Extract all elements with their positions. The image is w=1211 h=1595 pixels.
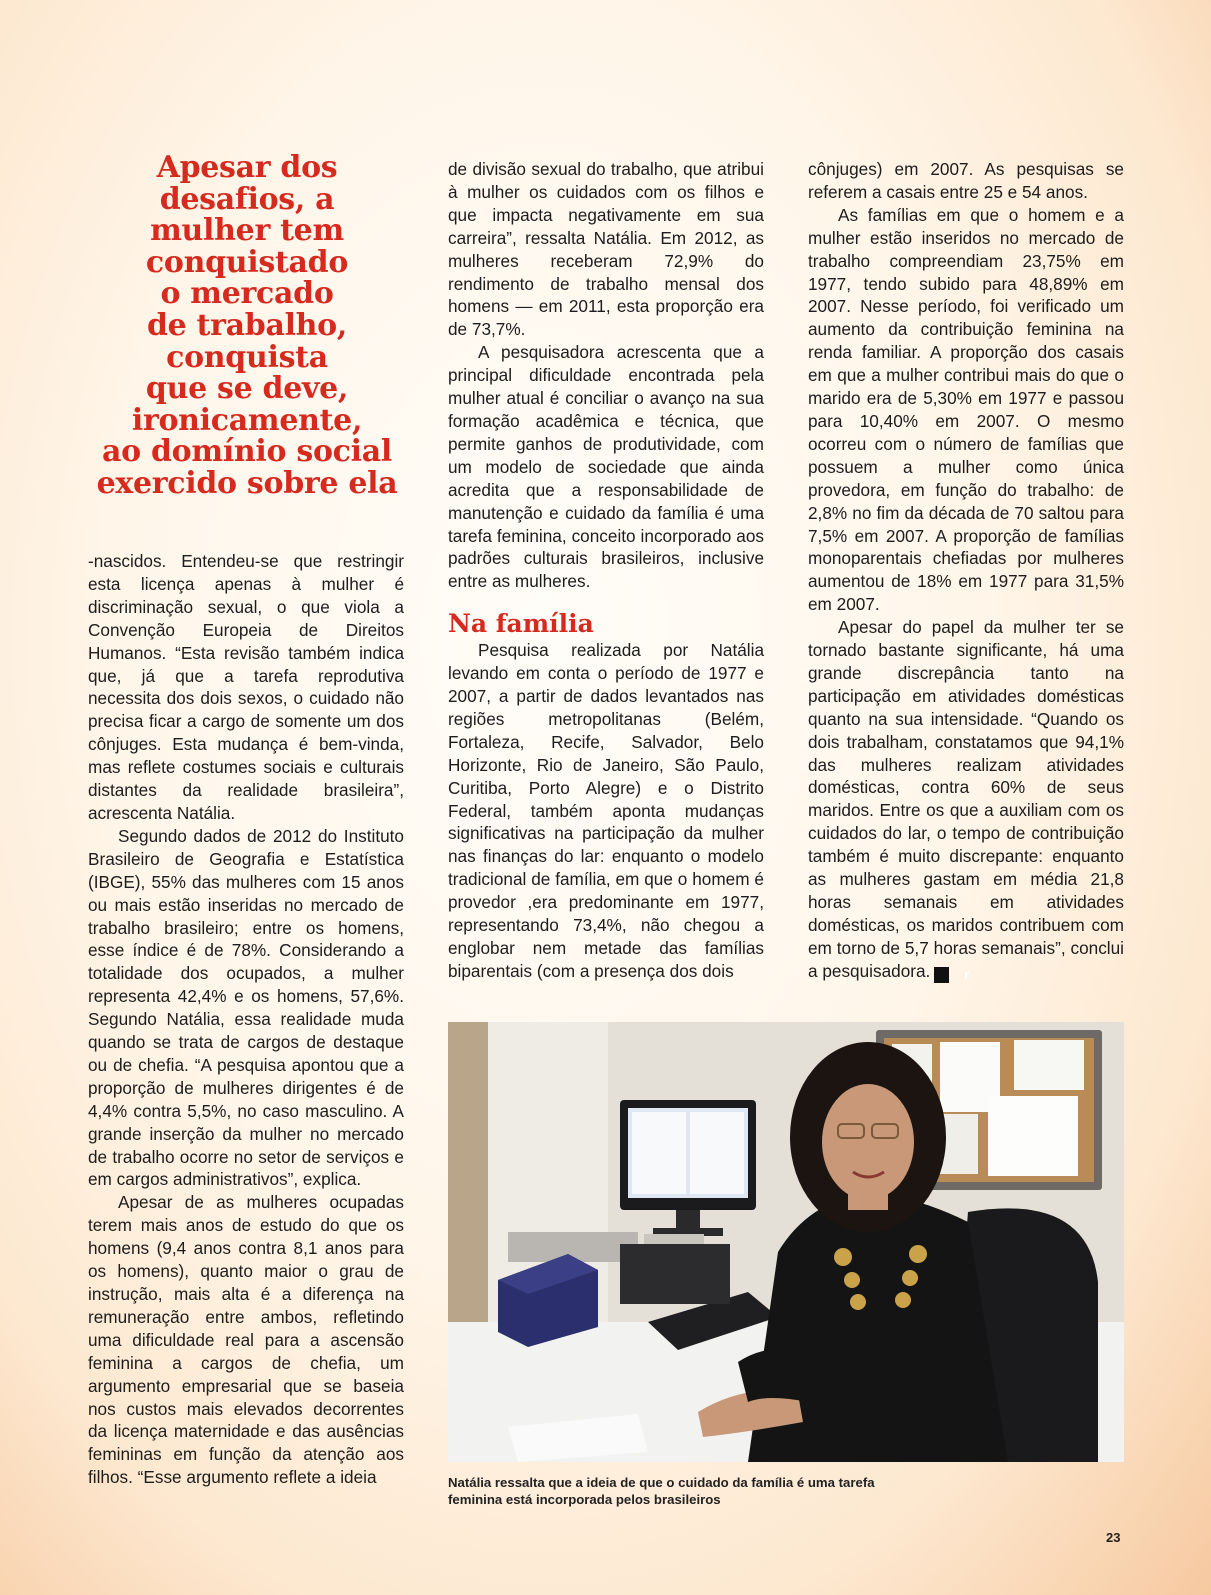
paragraph: -nascidos. Entendeu-se que restringir esta licença apenas à mulher é discriminação sexual, o que viola a Convenção Europeia de Direitos Humanos. “Esta revisão também indica que, já que a tarefa reprodutiva necessita dos dois sexos, o cuidado não precisa ficar a cargo de somente um dos cônjuges. Esta mudança é bem-vinda, mas reflete costumes sociais e culturais distantes da realidade brasileira”, acrescenta Natália. [88,551,404,823]
photo-illustration [448,1022,1124,1462]
paragraph: Pesquisa realizada por Natália levando em conta o período de 1977 e 2007, a partir de dados levantados nas regiões metropolitanas (Belém, Fortaleza, Recife, Salvador, Belo Horizonte, Rio de Janeiro, São Paulo, Curitiba, Porto Alegre) e o Distrito Federal, também aponta mudanças significativas na participação da mulher nas finanças do lar: enquanto o modelo tradicional de família, em que o homem é provedor ,era predominante em 1977, representando 73,4%, não chegou a englobar nem metade das famílias biparentais (com a presença dos dois [448,640,764,981]
paragraph: Apesar de as mulheres ocupadas terem mais anos de estudo do que os homens (9,4 anos contra 8,1 anos para os homens), quanto maior o grau de instrução, mais alta é a diferença na remuneração entre ambos, refletindo uma dificuldade real para a ascensão feminina a cargos de chefia, um argumento empresarial que se baseia nos custos mais elevados decorrentes da licença maternidade e das ausências femininas em função da atenção aos filhos. “Esse argumento reflete a ideia [88,1192,404,1488]
pull-quote [82,152,412,500]
pull-quote-line: ironicamente, [131,402,363,438]
paragraph: Segundo dados de 2012 do Instituto Brasileiro de Geografia e Estatística (IBGE), 55% das mulheres com 15 anos ou mais estão inseridas no mercado de trabalho brasileiro; entre os homens, esse índice é de 78%. Considerando a totalidade dos ocupados, a mulher representa 42,4% e os homens, 57,6%. Segundo Natália, essa realidade muda quando se trata de cargos de destaque ou de chefia. “A pesquisa apontou que a proporção de mulheres dirigentes é de 4,4% contra 5,5%, no caso masculino. A grande inserção da mulher no mercado de trabalho ocorre no setor de serviços e em cargos administrativos”, explica. [88,825,404,1190]
photo [448,1022,1124,1462]
pull-quote-line: de trabalho, [146,307,348,343]
pull-quote-line: que se deve, [145,371,349,407]
paragraph: de divisão sexual do trabalho, que atribui à mulher os cuidados com os filhos e que impacta negativamente em sua carreira”, ressalta Natália. Em 2012, as mulheres receberam 72,9% do rendimento de trabalho mensal dos homens — em 2011, esta proporção era de 73,7%. [448,159,764,340]
end-mark-icon: r [934,967,949,983]
pull-quote-line: mulher tem [150,213,344,249]
text-column-1 [88,550,404,1489]
pull-quote-line: conquista [166,339,328,375]
paragraph: cônjuges) em 2007. As pesquisas se referem a casais entre 25 e 54 anos. [808,159,1124,202]
pull-quote-line: conquistado [145,244,349,280]
paragraph: As famílias em que o homem e a mulher estão inseridos no mercado de trabalho compreendiam 23,75% em 1977, tendo subido para 48,89% em 2007. Nesse período, foi verificado um aumento da contribuição feminina na renda familiar. A proporção dos casais em que a mulher contribui mais do que o marido era de 5,30% em 1977 e passou para 10,40% em 2007. O mesmo ocorreu com o número de famílias que possuem a mulher como única provedora, em função do trabalho: de 2,8% no fim da década de 70 saltou para 7,5% em 2007. A proporção de famílias monoparentais chefiadas por mulheres aumentou de 18% em 1977 para 31,5% em 2007. [808,204,1124,615]
pull-quote-line: exercido sobre ela [96,465,398,501]
pull-quote-line: desafios, a [159,181,335,217]
paragraph: A pesquisadora acrescenta que a principal dificuldade encontrada pela mulher atual é conciliar o avanço na sua formação acadêmica e técnica, que permite ganhos de produtividade, com um modelo de sociedade que ainda acredita que a responsabilidade de manutenção e cuidado da família é uma tarefa feminina, conceito incorporado aos padrões culturais brasileiros, inclusive entre as mulheres. [448,342,764,592]
pull-quote-line: ao domínio social [102,434,392,470]
pull-quote-line: o mercado [160,276,334,312]
photo-caption: Natália ressalta que a ideia de que o cuidado da família é uma tarefa feminina está incorporada pelos brasileiros [448,1475,875,1507]
text-column-3 [808,158,1124,983]
pull-quote-line: Apesar dos [156,150,338,185]
paragraph-last [808,616,1124,983]
paragraph-text: Apesar do papel da mulher ter se tornado bastante significante, há uma grande discrepância tanto na participação em atividades domésticas quanto na sua intensidade. “Quando os dois trabalham, constatamos que 94,1% das mulheres realizam atividades domésticas, contra 60% de seus maridos. Entre os que a auxiliam com os cuidados do lar, o tempo de contribuição também é muito discrepante: enquanto as mulheres gastam em média 21,8 horas semanais em atividades domésticas, os maridos contribuem com em torno de 5,7 horas semanais”, conclui a pesquisadora. [808,617,1124,981]
text-column-2 [448,158,764,983]
page-number: 23 [1106,1530,1121,1545]
section-heading: Na família [448,609,594,639]
